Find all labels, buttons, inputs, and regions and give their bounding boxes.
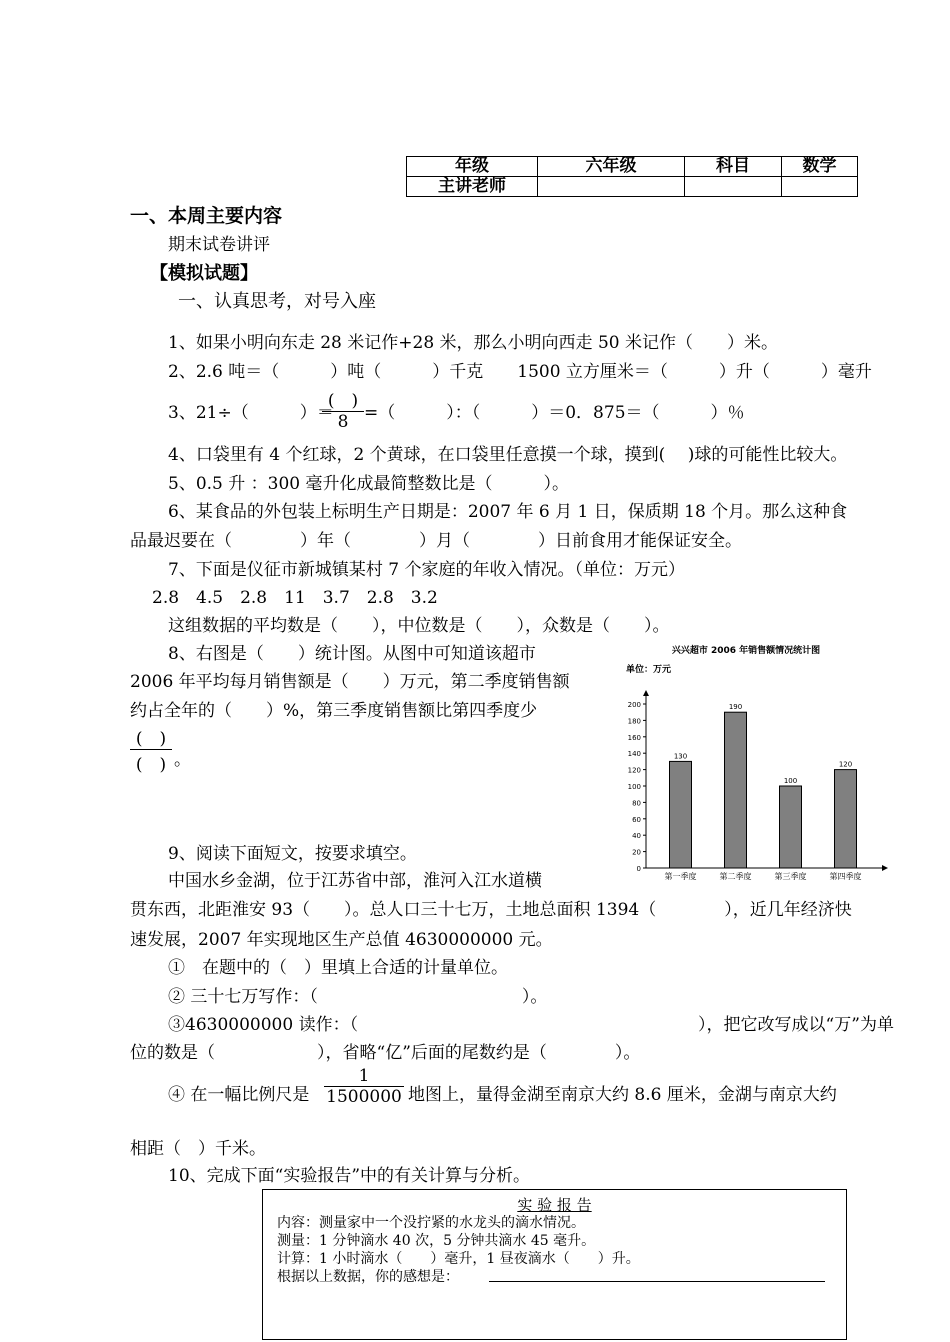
y-tick-label: 160 xyxy=(627,733,641,742)
question-3-fraction xyxy=(322,386,364,432)
question-6-line1: 6、某食品的外包装上标明生产日期是：2007 年 6 月 1 日，保质期 18 个月。那么这种食 xyxy=(168,502,848,522)
question-8-fraction xyxy=(130,724,172,775)
empty-cell xyxy=(782,177,858,197)
question-9-sub3a: ③4630000000 读作：（ ），把它改写成以“万”为单 xyxy=(168,1015,894,1035)
fraction-denominator: 8 xyxy=(322,411,364,432)
question-9-sub1: ① 在题中的（ ）里填上合适的计量单位。 xyxy=(168,958,508,978)
question-3-a: 3、21÷（ ）＝ xyxy=(168,403,334,423)
question-9-sub4b: 地图上，量得金湖至南京大约 8.6 厘米，金湖与南京大约 xyxy=(408,1085,837,1105)
experiment-report-box xyxy=(262,1189,847,1340)
fraction-numerator: ( ) xyxy=(135,729,167,749)
bar-value-label: 100 xyxy=(783,777,798,785)
y-tick-label: 20 xyxy=(632,848,641,857)
question-1: 1、如果小明向东走 28 米记作+28 米，那么小明向西走 50 米记作（ ）米。 xyxy=(168,333,778,353)
question-9-line3: 贯东西，北距淮安 93（ ）。总人口三十七万，土地总面积 1394（ ），近几年经济快 xyxy=(130,900,852,920)
question-5: 5、0.5 升 ：300 毫升化成最简整数比是（ ）。 xyxy=(168,474,570,494)
fraction-numerator: ( ) xyxy=(327,391,359,411)
report-line-thoughts: 根据以上数据，你的感想是： xyxy=(277,1269,459,1285)
y-tick-label: 200 xyxy=(627,701,641,709)
report-line-measure: 测量：1 分钟滴水 40 次，5 分钟共滴水 45 毫升。 xyxy=(277,1233,596,1249)
y-tick-label: 0 xyxy=(636,865,641,873)
question-9-sub4a: ④ 在一幅比例尺是 xyxy=(168,1085,310,1105)
bar xyxy=(780,786,802,868)
x-tick-label: 第一季度 xyxy=(664,872,697,881)
bar-value-label: 190 xyxy=(728,703,743,712)
question-9-sub3b: 位的数是（ ），省略“亿”后面的尾数约是（ ）。 xyxy=(130,1043,641,1063)
question-6-line2: 品最迟要在（ ）年（ ）月（ ）日前食用才能保证安全。 xyxy=(130,531,742,551)
grade-label: 年级 xyxy=(407,157,538,177)
bar-value-label: 130 xyxy=(673,752,688,761)
mock-title: 【模拟试题】 xyxy=(150,263,258,284)
sales-bar-chart xyxy=(606,640,888,888)
question-9-line2: 中国水乡金湖，位于江苏省中部，淮河入江水道横 xyxy=(168,871,542,891)
question-9-line4: 速发展，2007 年实现地区生产总值 4630000000 元。 xyxy=(130,930,553,950)
question-8-line1: 8、右图是（ ）统计图。从图中可知道该超市 xyxy=(168,644,536,664)
x-tick-label: 第三季度 xyxy=(774,872,807,881)
question-7-line2: 这组数据的平均数是（ ），中位数是（ ），众数是（ ）。 xyxy=(168,616,670,636)
report-line-calc: 计算：1 小时滴水（ ）毫升，1 昼夜滴水（ ）升。 xyxy=(277,1251,640,1267)
teacher-value xyxy=(538,177,685,197)
question-8-line2: 2006 年平均每月销售额是（ ）万元，第二季度销售额 xyxy=(130,672,570,692)
chart-unit-label: 单位：万元 xyxy=(626,665,672,675)
question-10: 10、完成下面“实验报告”中的有关计算与分析。 xyxy=(168,1166,531,1186)
y-axis-arrow xyxy=(643,690,649,696)
scale-fraction xyxy=(324,1066,404,1107)
section-title: 一、本周主要内容 xyxy=(130,205,283,227)
part-title: 一、认真思考，对号入座 xyxy=(178,291,376,312)
y-tick-label: 40 xyxy=(632,832,641,841)
y-tick-label: 80 xyxy=(632,799,641,808)
bar xyxy=(670,761,692,868)
question-9-sub2: ② 三十七万写作：（ ）。 xyxy=(168,987,548,1007)
question-7-data: 2.8 4.5 2.8 11 3.7 2.8 3.2 xyxy=(152,588,438,608)
section-content: 期末试卷讲评 xyxy=(168,235,270,255)
report-title: 实 验 报 告 xyxy=(517,1196,592,1214)
y-tick-label: 120 xyxy=(627,766,641,775)
grade-value: 六年级 xyxy=(538,157,685,177)
y-tick-label: 140 xyxy=(627,750,641,759)
report-line-content: 内容：测量家中一个没拧紧的水龙头的滴水情况。 xyxy=(277,1215,585,1231)
y-tick-label: 100 xyxy=(627,783,641,791)
chart-title: 兴兴超市 2006 年销售额情况统计图 xyxy=(671,646,821,656)
question-9-sub4c: 相距（ ）千米。 xyxy=(130,1139,266,1159)
teacher-label: 主讲老师 xyxy=(407,177,538,197)
fraction-denominator: ( ) xyxy=(130,749,172,775)
question-4: 4、口袋里有 4 个红球，2 个黄球，在口袋里任意摸一个球，摸到( )球的可能性比较大。 xyxy=(168,445,848,465)
answer-line[interactable] xyxy=(489,1281,825,1282)
subject-label: 科目 xyxy=(685,157,782,177)
subject-value: 数学 xyxy=(782,157,858,177)
question-2: 2、2.6 吨＝（ ）吨（ ）千克 1500 立方厘米＝（ ）升（ ）毫升 xyxy=(168,362,872,382)
fraction-denominator: 1500000 xyxy=(324,1086,404,1107)
question-3-b: =（ ）：（ ）＝0．875＝（ ）％ xyxy=(364,403,745,423)
question-7-line1: 7、下面是仪征市新城镇某村 7 个家庭的年收入情况。（单位：万元） xyxy=(168,560,685,580)
header-table xyxy=(406,156,858,197)
x-tick-label: 第二季度 xyxy=(719,872,752,881)
empty-cell xyxy=(685,177,782,197)
question-8-line3: 约占全年的（ ）%，第三季度销售额比第四季度少 xyxy=(130,701,538,721)
bar-value-label: 120 xyxy=(838,760,853,769)
x-tick-label: 第四季度 xyxy=(829,872,862,881)
y-tick-label: 180 xyxy=(627,717,641,726)
bar xyxy=(835,770,857,868)
bar xyxy=(725,712,747,868)
question-9-line1: 9、阅读下面短文，按要求填空。 xyxy=(168,844,417,864)
fraction-numerator: 1 xyxy=(358,1066,370,1086)
x-axis-arrow xyxy=(882,865,888,871)
y-tick-label: 60 xyxy=(632,815,641,824)
question-8-end: 。 xyxy=(174,750,191,770)
